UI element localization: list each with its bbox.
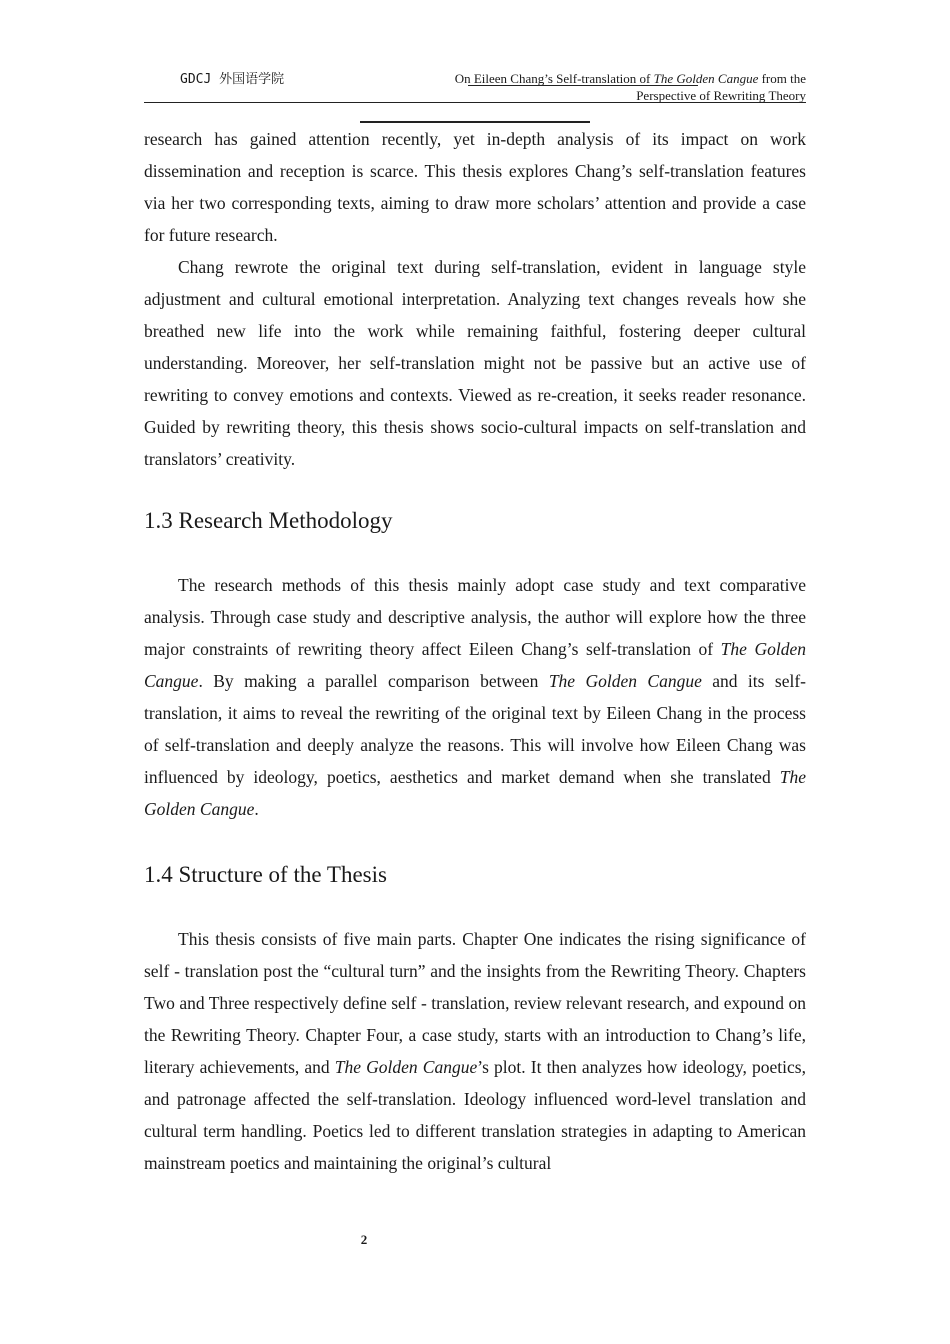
- book-title: The Golden Cangue: [144, 639, 806, 691]
- header-title-italic: The Golden Cangue: [653, 71, 759, 86]
- page-body: [144, 123, 806, 1179]
- methodology-text-b: . By making a parallel comparison between: [198, 671, 549, 691]
- methodology-text-c: and its self-translation, it aims to reveal the rewriting of the original text by Eileen Chang in the process of self-translation and deeply analyze the reasons. This will involve how Eileen Chang was influenced by ideology, poetics, aesthetics and market demand when she translated: [144, 671, 806, 787]
- section-heading-structure: 1.4 Structure of the Thesis: [144, 862, 387, 887]
- header-institution: GDCJ 外国语学院: [180, 72, 285, 87]
- methodology-paragraph: [144, 569, 806, 825]
- book-title: The Golden Cangue: [548, 671, 702, 691]
- methodology-text-d: .: [254, 799, 259, 819]
- body-paragraph-2: Chang rewrote the original text during self-translation, evident in language style adjustment and cultural emotional interpretation. Analyzing text changes reveals how she breathed new life into the work while remaining faithful, fostering deeper cultural understanding. Moreover, her self-translation might not be passive but an active use of rewriting to convey emotions and contexts. Viewed as re-creation, it seeks reader resonance. Guided by rewriting theory, this thesis shows socio-cultural impacts on self-translation and translators’ creativity.: [144, 257, 806, 469]
- header-underline: [468, 85, 698, 86]
- header-running-title: [386, 70, 806, 104]
- header-running-title-line2: Perspective of Rewriting Theory: [636, 88, 806, 103]
- header-title-suffix: from the: [758, 71, 806, 86]
- structure-text-a: This thesis consists of five main parts. Chapter One indicates the rising significance of self - translation post the “cultural turn” and the insights from the Rewriting Theory. Chapters Two and Three respectively define self - translation, review relevant research, and expound on the Rewriting Theory. Chapter Four, a case study, starts with an introduction to Chang’s life, literary achievements, and: [144, 929, 806, 1077]
- body-paragraph-1: research has gained attention recently, yet in-depth analysis of its impact on work dissemination and reception is scarce. This thesis explores Chang’s self-translation features via her two corresponding texts, aiming to draw more scholars’ attention and provide a case for future research.: [144, 129, 806, 245]
- header-rule: [144, 102, 806, 103]
- book-title: The Golden Cangue: [144, 767, 806, 819]
- section-heading-methodology: 1.3 Research Methodology: [144, 508, 393, 533]
- structure-paragraph: [144, 923, 806, 1179]
- page-number: 2: [360, 1232, 368, 1247]
- structure-text-b: ’s plot. It then analyzes how ideology, poetics, and patronage affected the self-translation. Ideology influenced word-level translation and cultural term handling. Poetics led to different translation strategies in adapting to American mainstream poetics and maintaining the original’s cultural: [144, 1057, 806, 1173]
- book-title: The Golden Cangue: [334, 1057, 478, 1077]
- header-title-prefix: On Eileen Chang’s Self-translation of: [454, 71, 654, 86]
- methodology-text-a: The research methods of this thesis mainly adopt case study and text comparative analysis. Through case study and descriptive analysis, the author will explore how the three major constraints of rewriting theory affect Eileen Chang’s self-translation of: [144, 575, 806, 659]
